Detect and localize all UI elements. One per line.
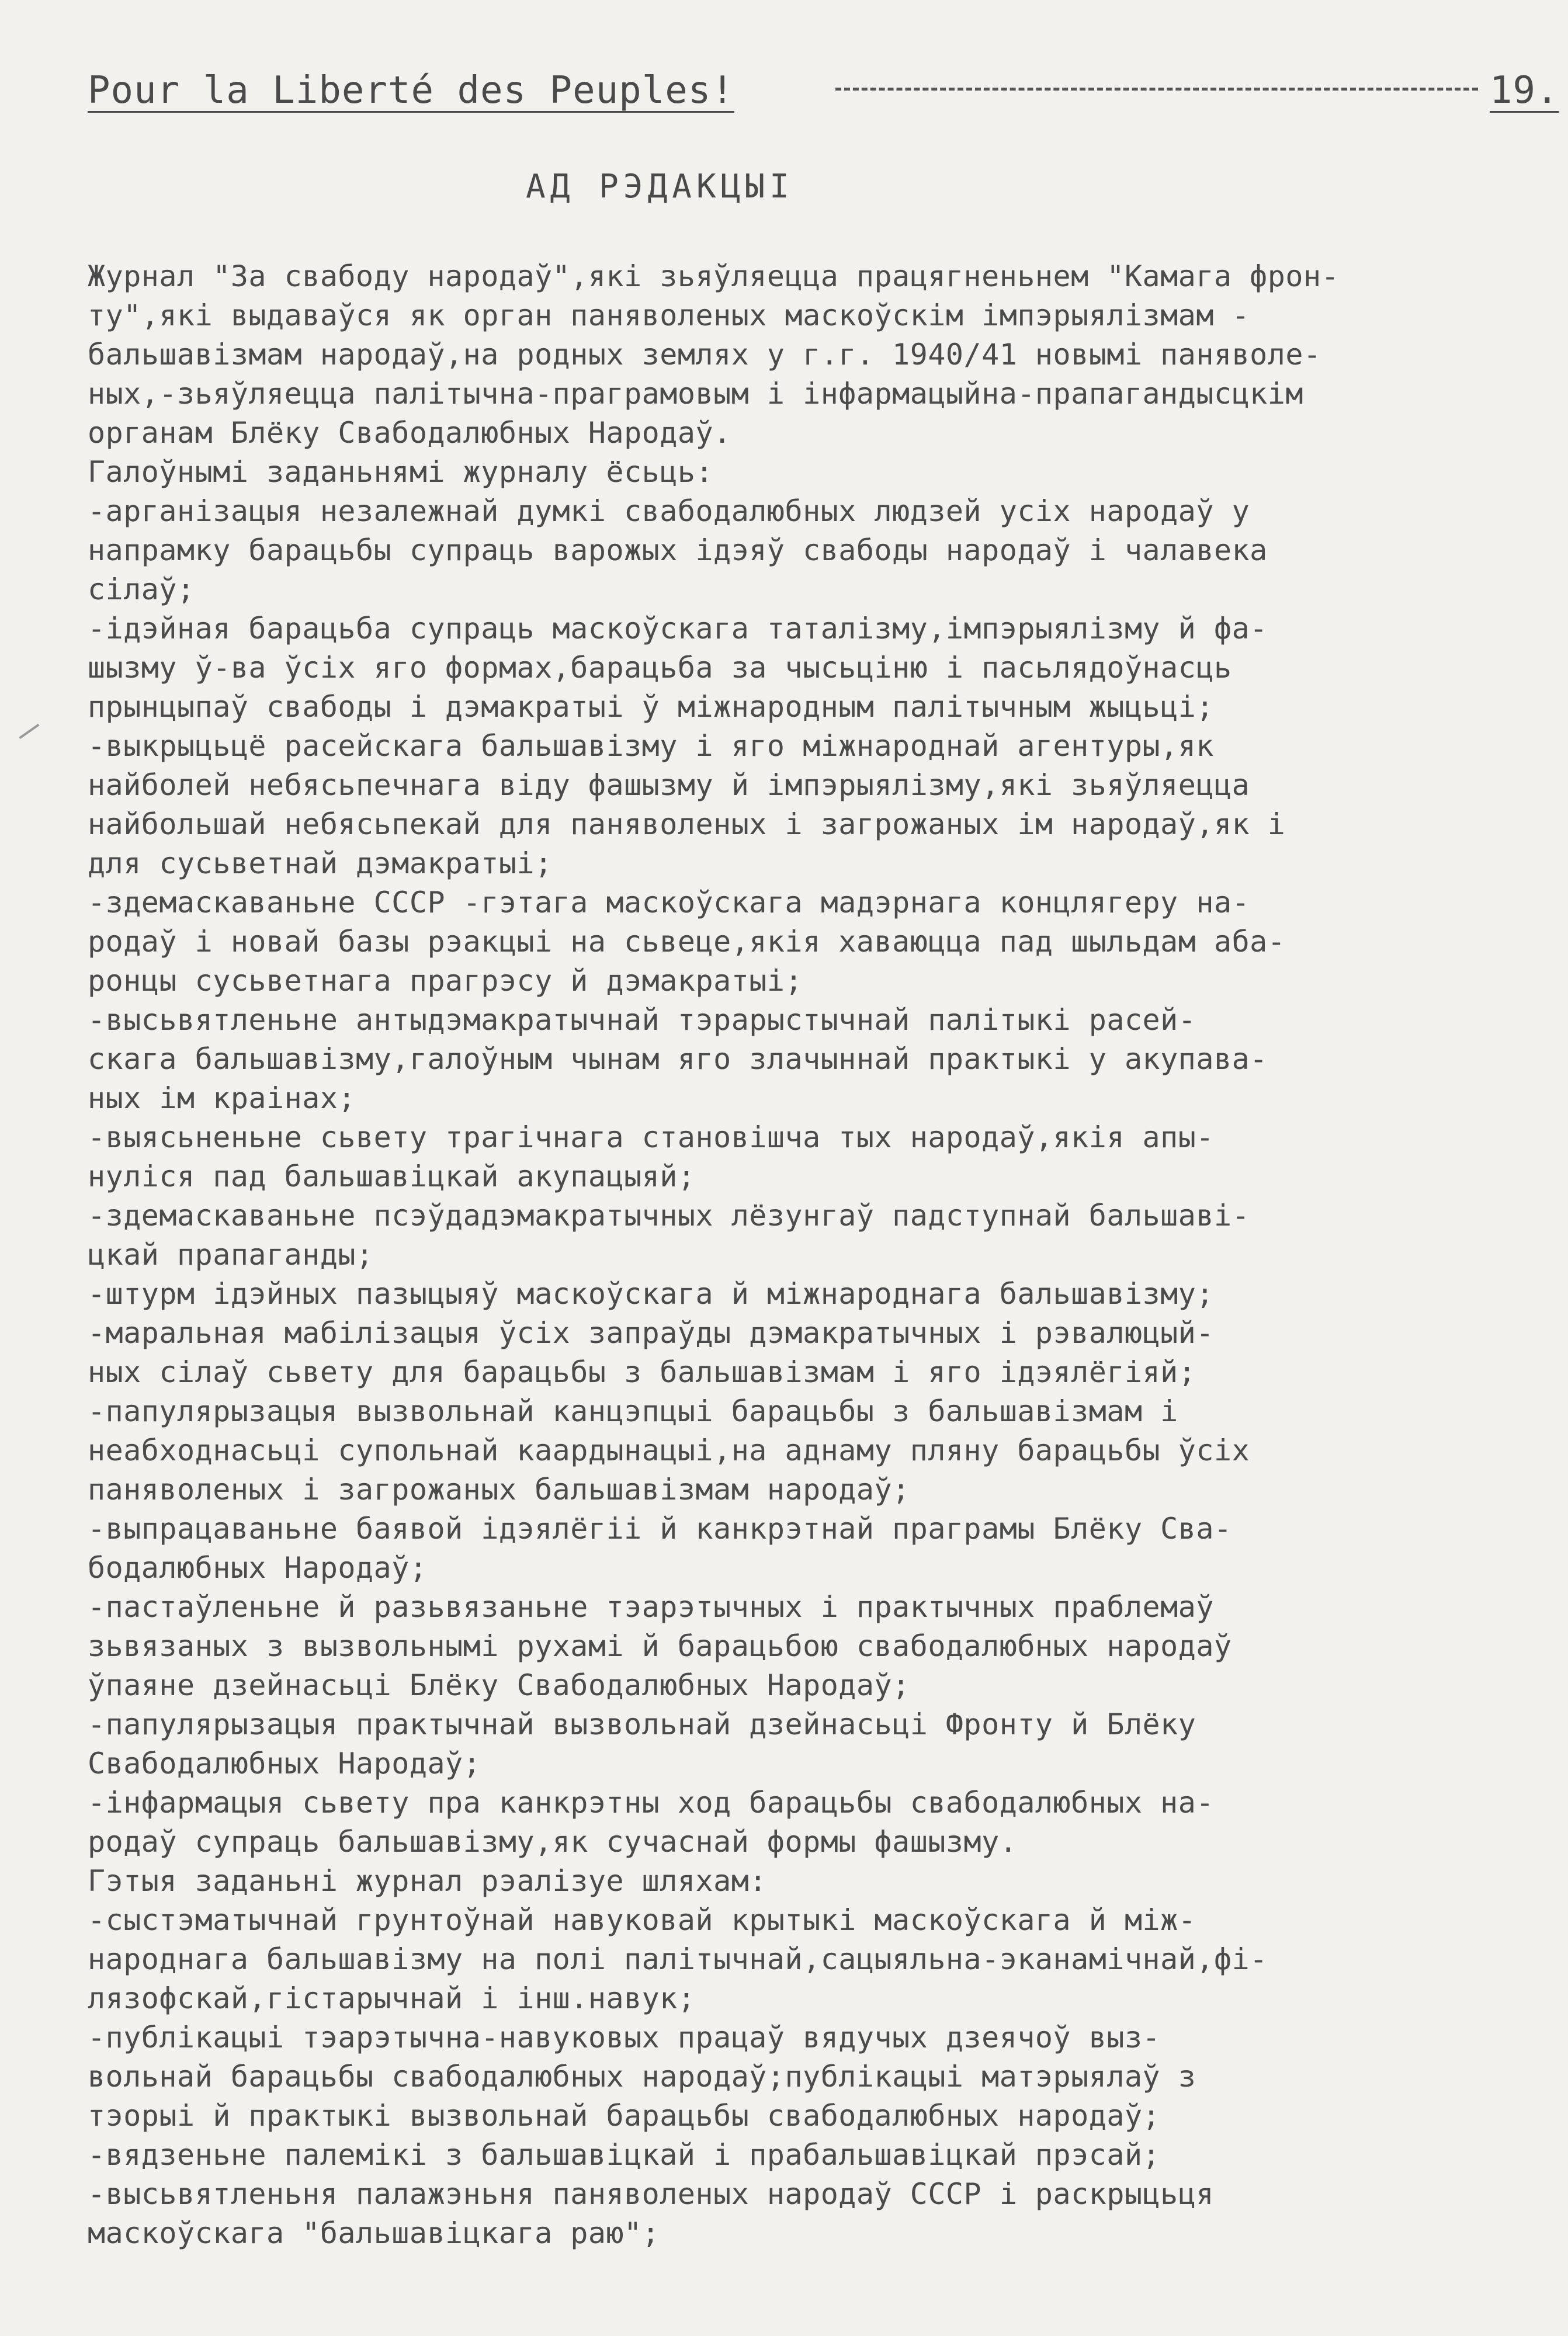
journal-title: Pour la Liberté des Peuples!: [88, 69, 734, 112]
text-line: родаў і новай базы рэакцыі на сьвеце,якія хаваюцца пад шыльдам аба-: [88, 925, 1286, 959]
text-line: ту",які выдаваўся як орган паняволеных маскоўскім імпэрыялізмам -: [88, 298, 1250, 332]
page-number: 19.: [1490, 69, 1559, 112]
text-line: ронцы сусьветнага прагрэсу й дэмакратыі;: [88, 964, 803, 998]
text-line: скага бальшавізму,галоўным чынам яго злачыннай практыкі у акупава-: [88, 1042, 1268, 1076]
text-line: органам Блёку Свабодалюбных Народаў.: [88, 416, 731, 450]
text-line: -вядзеньне палемікі з бальшавіцкай і прабальшавіцкай прэсай;: [88, 2138, 1161, 2172]
text-line: -папулярызацыя практычнай вызвольнай дзейнасьці Фронту й Блёку: [88, 1707, 1196, 1741]
text-line: бальшавізмам народаў,на родных землях у г.г. 1940/41 новымі паняволе-: [88, 338, 1321, 372]
text-line: нуліся пад бальшавіцкай акупацыяй;: [88, 1160, 696, 1193]
text-line: -выкрыцьцё расейскага бальшавізму і яго міжнароднай агентуры,як: [88, 729, 1214, 763]
text-line: -высьвятленьне антыдэмакратычнай тэрарыстычнай палітыкі расей-: [88, 1003, 1196, 1037]
text-line: -выпрацаваньне баявой ідэялёгіі й канкрэтнай праграмы Блёку Сва-: [88, 1512, 1232, 1546]
text-line: -сыстэматычнай грунтоўнай навуковай крытыкі маскоўскага й між-: [88, 1903, 1196, 1937]
text-line: ўпаяне дзейнасьці Блёку Свабодалюбных Народаў;: [88, 1668, 910, 1702]
text-line: сілаў;: [88, 572, 195, 606]
text-line: цкай прапаганды;: [88, 1238, 374, 1272]
text-line: прынцыпаў свабоды і дэмакратыі ў міжнародным палітычным жыцьці;: [88, 690, 1214, 724]
text-line: зьвязаных з вызвольнымі рухамі й барацьбою свабодалюбных народаў: [88, 1629, 1232, 1663]
text-line: ных ім краінах;: [88, 1081, 356, 1115]
text-line: -штурм ідэйных пазыцыяў маскоўскага й міжнароднага бальшавізму;: [88, 1277, 1214, 1311]
text-line: для сусьветнай дэмакратыі;: [88, 846, 553, 880]
text-line: ных,-зьяўляецца палітычна-праграмовым і інфармацыйна-прапагандысцкім: [88, 377, 1303, 411]
text-line: Гэтыя заданьні журнал рэалізуе шляхам:: [88, 1864, 767, 1898]
text-line: паняволеных і загрожаных бальшавізмам народаў;: [88, 1473, 910, 1507]
text-line: ных сілаў сьвету для барацьбы з бальшавізмам і яго ідэялёгіяй;: [88, 1355, 1196, 1389]
text-line: бодалюбных Народаў;: [88, 1551, 428, 1585]
text-line: напрамку барацьбы супраць варожых ідэяў свабоды народаў і чалавека: [88, 533, 1268, 567]
text-line: -арганізацыя незалежнай думкі свабодалюбных людзей усіх народаў у: [88, 494, 1250, 528]
text-line: -папулярызацыя вызвольнай канцэпцыі барацьбы з бальшавізмам і: [88, 1394, 1178, 1428]
text-line: родаў супраць бальшавізму,як сучаснай формы фашызму.: [88, 1825, 1018, 1859]
text-line: найбольшай небясьпекай для паняволеных і загрожаных ім народаў,як і: [88, 807, 1286, 841]
text-line: -здемаскаваньне СССР -гэтага маскоўскага мадэрнага концлягеру на-: [88, 886, 1250, 919]
text-line: -высьвятленьня палажэньня паняволеных народаў СССР і раскрыцьця: [88, 2177, 1214, 2211]
text-line: -ідэйная барацьба супраць маскоўскага таталізму,імпэрыялізму й фа-: [88, 612, 1268, 645]
text-line: шызму ў-ва ўсіх яго формах,барацьба за чысьціню і пасьлядоўнасць: [88, 651, 1232, 685]
text-line: Галоўнымі заданьнямі журналу ёсьць:: [88, 455, 714, 489]
text-line: тэорыі й практыкі вызвольнай барацьбы свабодалюбных народаў;: [88, 2099, 1161, 2133]
text-line: народнага бальшавізму на полі палітычнай,сацыяльна-эканамічнай,фі-: [88, 1942, 1268, 1976]
text-line: -пастаўленьне й разьвязаньне тэарэтычных і практычных праблемаў: [88, 1590, 1214, 1624]
text-line: маскоўскага "бальшавіцкага раю";: [88, 2216, 660, 2250]
running-header: [88, 64, 1559, 117]
text-line: -публікацыі тэарэтычна-навуковых працаў вядучых дзеячоў выз-: [88, 2021, 1161, 2054]
text-line: -маральная мабілізацыя ўсіх запраўды дэмакратычных і рэвалюцый-: [88, 1316, 1214, 1350]
text-line: Свабодалюбных Народаў;: [88, 1747, 481, 1780]
text-line: лязофскай,гістарычнай і інш.навук;: [88, 1981, 696, 2015]
text-line: -выясьненьне сьвету трагічнага становішча тых народаў,якія апы-: [88, 1120, 1214, 1154]
margin-mark: [19, 724, 39, 739]
body-text: [88, 257, 1519, 2253]
text-line: -здемаскаваньне псэўдадэмакратычных лёзунгаў падступнай бальшаві-: [88, 1199, 1250, 1233]
section-heading: АД РЭДАКЦЫІ: [526, 168, 794, 206]
text-line: -інфармацыя сьвету пра канкрэтны ход барацьбы свабодалюбных на-: [88, 1786, 1214, 1820]
text-line: вольнай барацьбы свабодалюбных народаў;публікацыі матэрыялаў з: [88, 2060, 1196, 2094]
text-line: неабходнасьці супольнай каардынацыі,на аднаму пляну барацьбы ўсіх: [88, 1433, 1250, 1467]
text-line: Журнал "За свабоду народаў",які зьяўляецца працягненьнем "Камага фрон-: [88, 259, 1340, 293]
header-dash-rule: [835, 88, 1478, 91]
text-line: найболей небясьпечнага віду фашызму й імпэрыялізму,які зьяўляецца: [88, 768, 1250, 802]
